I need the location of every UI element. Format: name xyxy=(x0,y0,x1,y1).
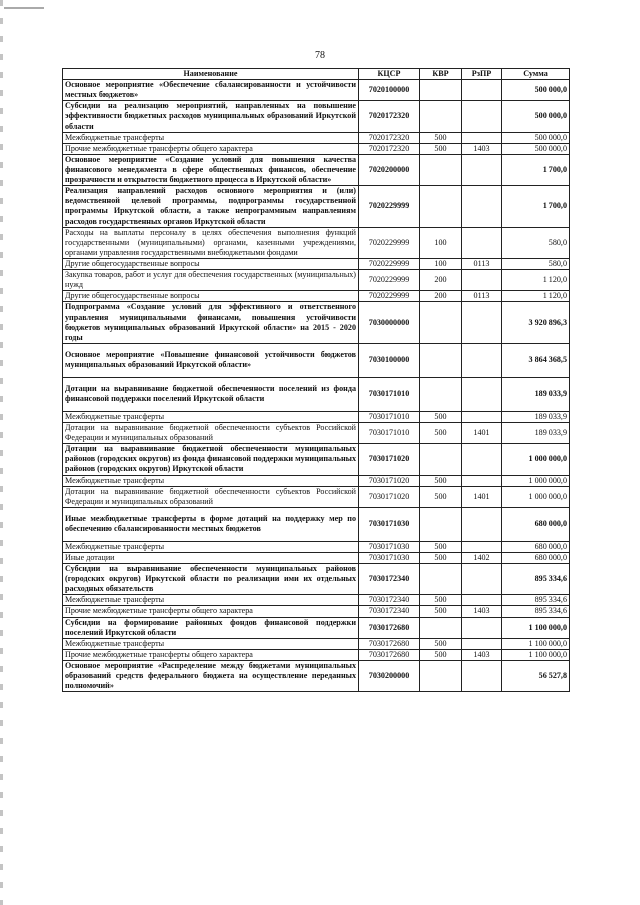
table-row xyxy=(63,80,570,101)
cell-name: Подпрограмма «Создание условий для эффективного и ответственного управления муниципальными финансами, повышения устойчивости бюджетов муниципальных образований Иркутской области» на 2015 - 2020 годы xyxy=(63,302,359,343)
cell-kcsr: 7020229999 xyxy=(359,186,420,227)
cell-name: Прочие межбюджетные трансферты общего характера xyxy=(63,606,359,617)
cell-rzpr xyxy=(462,617,502,638)
cell-kvr: 100 xyxy=(420,227,462,258)
cell-rzpr xyxy=(462,227,502,258)
cell-kvr: 500 xyxy=(420,475,462,486)
cell-kvr xyxy=(420,343,462,377)
cell-name: Другие общегосударственные вопросы xyxy=(63,258,359,269)
cell-rzpr xyxy=(462,595,502,606)
cell-kvr xyxy=(420,507,462,541)
cell-kcsr: 7020172320 xyxy=(359,101,420,132)
cell-kcsr: 7030171030 xyxy=(359,552,420,563)
table-row xyxy=(63,444,570,475)
table-row xyxy=(63,377,570,411)
table-row xyxy=(63,143,570,154)
table-row xyxy=(63,552,570,563)
cell-name: Дотации на выравнивание бюджетной обеспеченности поселений из фонда финансовой поддержки поселений Иркутской области xyxy=(63,377,359,411)
cell-kvr xyxy=(420,617,462,638)
cell-sum: 1 120,0 xyxy=(502,291,570,302)
cell-name: Основное мероприятие «Обеспечение сбалансированности и устойчивости местных бюджетов» xyxy=(63,80,359,101)
cell-rzpr: 0113 xyxy=(462,258,502,269)
table-row xyxy=(63,541,570,552)
cell-rzpr xyxy=(462,661,502,692)
cell-kvr: 500 xyxy=(420,143,462,154)
cell-kcsr: 7030000000 xyxy=(359,302,420,343)
cell-kcsr: 7030172680 xyxy=(359,617,420,638)
cell-kvr: 500 xyxy=(420,132,462,143)
cell-name: Прочие межбюджетные трансферты общего характера xyxy=(63,649,359,660)
cell-sum: 895 334,6 xyxy=(502,595,570,606)
cell-kcsr: 7030171020 xyxy=(359,486,420,507)
cell-sum: 1 700,0 xyxy=(502,154,570,185)
table-row xyxy=(63,617,570,638)
cell-name: Другие общегосударственные вопросы xyxy=(63,291,359,302)
table-row xyxy=(63,411,570,422)
cell-sum: 500 000,0 xyxy=(502,132,570,143)
table-row xyxy=(63,649,570,660)
cell-sum: 189 033,9 xyxy=(502,377,570,411)
table-row xyxy=(63,186,570,227)
cell-kcsr: 7030100000 xyxy=(359,343,420,377)
table-row xyxy=(63,270,570,291)
cell-sum: 1 000 000,0 xyxy=(502,475,570,486)
cell-name: Прочие межбюджетные трансферты общего характера xyxy=(63,143,359,154)
cell-rzpr xyxy=(462,444,502,475)
cell-kvr xyxy=(420,377,462,411)
table-row xyxy=(63,227,570,258)
cell-kcsr: 7030171010 xyxy=(359,377,420,411)
cell-kvr xyxy=(420,444,462,475)
cell-kcsr: 7020100000 xyxy=(359,80,420,101)
cell-sum: 189 033,9 xyxy=(502,411,570,422)
cell-kvr: 500 xyxy=(420,606,462,617)
table-row xyxy=(63,132,570,143)
cell-kcsr: 7020229999 xyxy=(359,270,420,291)
cell-sum: 580,0 xyxy=(502,258,570,269)
cell-kvr xyxy=(420,80,462,101)
cell-kcsr: 7030171030 xyxy=(359,541,420,552)
cell-kvr xyxy=(420,186,462,227)
cell-kcsr: 7020172320 xyxy=(359,143,420,154)
scan-top-artifact xyxy=(4,7,44,9)
cell-kcsr: 7030172340 xyxy=(359,595,420,606)
table-row xyxy=(63,154,570,185)
table-row xyxy=(63,302,570,343)
cell-rzpr: 0113 xyxy=(462,291,502,302)
cell-name: Закупка товаров, работ и услуг для обеспечения государственных (муниципальных) нужд xyxy=(63,270,359,291)
header-rzpr: РзПР xyxy=(462,69,502,80)
cell-sum: 1 000 000,0 xyxy=(502,486,570,507)
table-row xyxy=(63,343,570,377)
cell-rzpr xyxy=(462,507,502,541)
cell-kcsr: 7030171020 xyxy=(359,475,420,486)
cell-kcsr: 7030171010 xyxy=(359,411,420,422)
cell-kcsr: 7030172340 xyxy=(359,606,420,617)
cell-name: Межбюджетные трансферты xyxy=(63,475,359,486)
cell-kvr: 500 xyxy=(420,411,462,422)
cell-kcsr: 7020229999 xyxy=(359,227,420,258)
table-row xyxy=(63,606,570,617)
header-kvr: КВР xyxy=(420,69,462,80)
cell-sum: 3 864 368,5 xyxy=(502,343,570,377)
table-row xyxy=(63,291,570,302)
cell-kvr: 200 xyxy=(420,270,462,291)
cell-sum: 1 700,0 xyxy=(502,186,570,227)
cell-name: Субсидии на выравнивание обеспеченности муниципальных районов (городских округов) Иркутской области по реализации ими их отдельных расходных обязательств xyxy=(63,564,359,595)
cell-kcsr: 7030171010 xyxy=(359,422,420,443)
table-row xyxy=(63,101,570,132)
cell-kcsr: 7020200000 xyxy=(359,154,420,185)
cell-sum: 3 920 896,3 xyxy=(502,302,570,343)
cell-rzpr xyxy=(462,377,502,411)
cell-kcsr: 7030172340 xyxy=(359,564,420,595)
cell-rzpr: 1401 xyxy=(462,422,502,443)
cell-rzpr: 1403 xyxy=(462,606,502,617)
cell-rzpr xyxy=(462,270,502,291)
cell-kvr: 500 xyxy=(420,486,462,507)
cell-sum: 680 000,0 xyxy=(502,552,570,563)
cell-rzpr xyxy=(462,343,502,377)
cell-name: Основное мероприятие «Распределение между бюджетами муниципальных образований средств федерального бюджета на осуществление переданных полномочий» xyxy=(63,661,359,692)
cell-sum: 680 000,0 xyxy=(502,507,570,541)
cell-sum: 1 000 000,0 xyxy=(502,444,570,475)
cell-sum: 1 100 000,0 xyxy=(502,638,570,649)
cell-kcsr: 7020229999 xyxy=(359,258,420,269)
cell-kcsr: 7030171030 xyxy=(359,507,420,541)
cell-rzpr xyxy=(462,638,502,649)
table-row xyxy=(63,564,570,595)
cell-name: Дотации на выравнивание бюджетной обеспеченности муниципальных районов (городских округов) из фонда финансовой поддержки муниципальных районов (городских округов) Иркутской области xyxy=(63,444,359,475)
cell-name: Межбюджетные трансферты xyxy=(63,132,359,143)
cell-rzpr xyxy=(462,101,502,132)
cell-kvr: 500 xyxy=(420,552,462,563)
cell-name: Дотации на выравнивание бюджетной обеспеченности субъектов Российской Федерации и муниципальных образований xyxy=(63,422,359,443)
cell-name: Субсидии на формирование районных фондов финансовой поддержки поселений Иркутской области xyxy=(63,617,359,638)
cell-name: Межбюджетные трансферты xyxy=(63,411,359,422)
cell-kvr xyxy=(420,302,462,343)
cell-name: Основное мероприятие «Повышение финансовой устойчивости бюджетов муниципальных образований Иркутской области» xyxy=(63,343,359,377)
header-sum: Сумма xyxy=(502,69,570,80)
budget-table xyxy=(62,68,570,692)
cell-sum: 500 000,0 xyxy=(502,143,570,154)
cell-kcsr: 7030171020 xyxy=(359,444,420,475)
table-header-row xyxy=(63,69,570,80)
cell-kcsr: 7030172680 xyxy=(359,649,420,660)
cell-name: Иные дотации xyxy=(63,552,359,563)
cell-kvr xyxy=(420,661,462,692)
cell-sum: 56 527,8 xyxy=(502,661,570,692)
cell-rzpr xyxy=(462,411,502,422)
cell-kvr: 500 xyxy=(420,638,462,649)
cell-kvr: 200 xyxy=(420,291,462,302)
header-kcsr: КЦСР xyxy=(359,69,420,80)
table-row xyxy=(63,507,570,541)
cell-rzpr xyxy=(462,154,502,185)
cell-kvr: 500 xyxy=(420,541,462,552)
cell-kvr: 500 xyxy=(420,649,462,660)
table-row xyxy=(63,638,570,649)
cell-name: Межбюджетные трансферты xyxy=(63,595,359,606)
cell-sum: 680 000,0 xyxy=(502,541,570,552)
table-row xyxy=(63,422,570,443)
cell-kvr xyxy=(420,154,462,185)
cell-name: Основное мероприятие «Создание условий для повышения качества финансового менеджмента в сфере общественных финансов, обеспечение прозрачности и открытости бюджетного процесса в Иркутской области» xyxy=(63,154,359,185)
cell-name: Расходы на выплаты персоналу в целях обеспечения выполнения функций государственными (муниципальными) органами, казенными учреждениями, органами управления государственными внебюджетными фондами xyxy=(63,227,359,258)
cell-sum: 1 100 000,0 xyxy=(502,649,570,660)
cell-rzpr xyxy=(462,302,502,343)
cell-name: Межбюджетные трансферты xyxy=(63,541,359,552)
cell-name: Межбюджетные трансферты xyxy=(63,638,359,649)
cell-name: Субсидии на реализацию мероприятий, направленных на повышение эффективности бюджетных расходов муниципальных образований Иркутской области xyxy=(63,101,359,132)
cell-kcsr: 7020172320 xyxy=(359,132,420,143)
cell-kvr: 500 xyxy=(420,422,462,443)
cell-rzpr xyxy=(462,132,502,143)
cell-rzpr xyxy=(462,541,502,552)
cell-sum: 895 334,6 xyxy=(502,606,570,617)
table-row xyxy=(63,595,570,606)
cell-kvr xyxy=(420,564,462,595)
cell-sum: 580,0 xyxy=(502,227,570,258)
page-number: 78 xyxy=(315,50,325,61)
cell-sum: 500 000,0 xyxy=(502,80,570,101)
cell-name: Дотации на выравнивание бюджетной обеспеченности субъектов Российской Федерации и муниципальных образований xyxy=(63,486,359,507)
cell-rzpr: 1403 xyxy=(462,143,502,154)
cell-rzpr xyxy=(462,564,502,595)
table-row xyxy=(63,475,570,486)
cell-sum: 500 000,0 xyxy=(502,101,570,132)
cell-kcsr: 7030172680 xyxy=(359,638,420,649)
cell-kcsr: 7030200000 xyxy=(359,661,420,692)
cell-rzpr xyxy=(462,475,502,486)
table-row xyxy=(63,486,570,507)
cell-sum: 1 100 000,0 xyxy=(502,617,570,638)
scan-edge-artifact xyxy=(0,0,3,905)
header-name: Наименование xyxy=(63,69,359,80)
cell-rzpr xyxy=(462,186,502,227)
cell-rzpr xyxy=(462,80,502,101)
cell-kcsr: 7020229999 xyxy=(359,291,420,302)
table-row xyxy=(63,258,570,269)
cell-rzpr: 1403 xyxy=(462,649,502,660)
cell-name: Реализация направлений расходов основного мероприятия и (или) ведомственной целевой программы, подпрограммы государственной программы Иркутской области, а также непрограммным направлениям расходов государственных органов Иркутской области xyxy=(63,186,359,227)
cell-sum: 189 033,9 xyxy=(502,422,570,443)
cell-name: Иные межбюджетные трансферты в форме дотаций на поддержку мер по обеспечению сбалансированности местных бюджетов xyxy=(63,507,359,541)
cell-kvr xyxy=(420,101,462,132)
cell-sum: 895 334,6 xyxy=(502,564,570,595)
cell-sum: 1 120,0 xyxy=(502,270,570,291)
cell-kvr: 100 xyxy=(420,258,462,269)
cell-kvr: 500 xyxy=(420,595,462,606)
cell-rzpr: 1401 xyxy=(462,486,502,507)
table-row xyxy=(63,661,570,692)
cell-rzpr: 1402 xyxy=(462,552,502,563)
